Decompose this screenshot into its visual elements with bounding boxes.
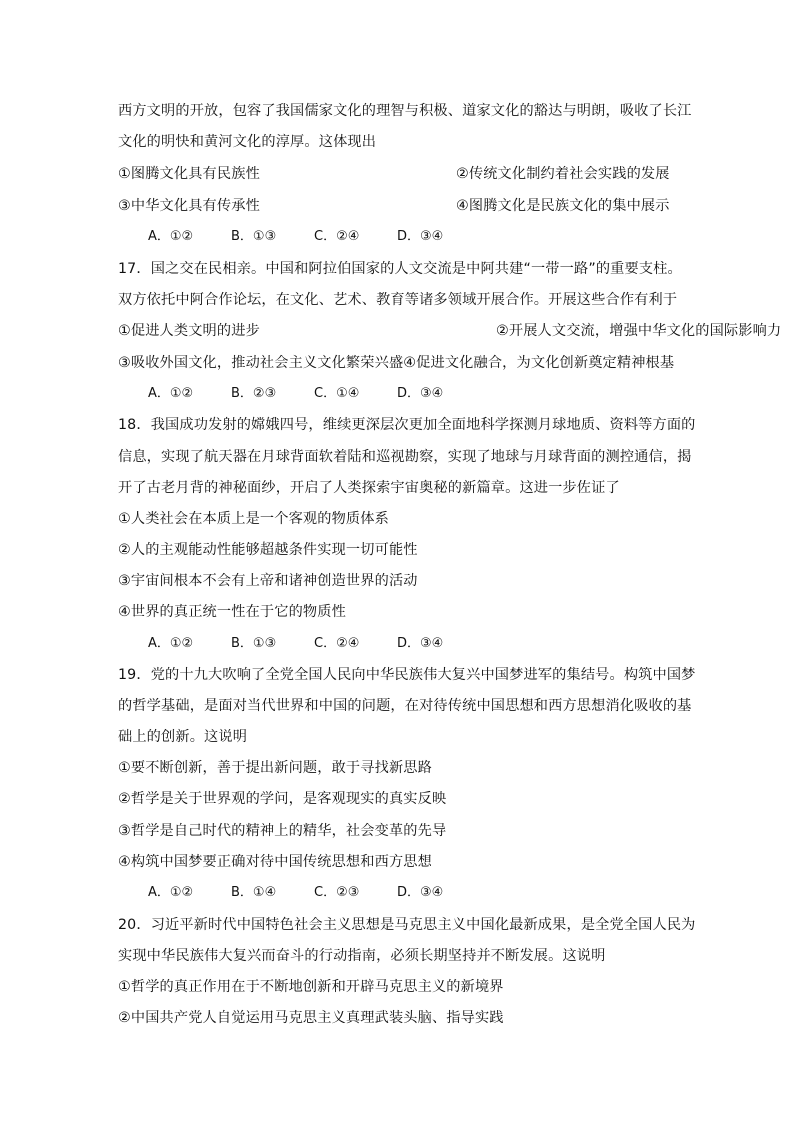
q19-answer-c: C．②③ (314, 885, 360, 900)
q16-option-3: ③中华文化具有传承性 (118, 198, 260, 214)
q18-option-1: ①人类社会在本质上是一个客观的物质体系 (118, 511, 389, 527)
q17-stem-line-2: 双方依托中阿合作论坛，在文化、艺术、教育等诸多领域开展合作。开展这些合作有利于 (118, 292, 678, 308)
q19-option-4: ④构筑中国梦要正确对待中国传统思想和西方思想 (118, 854, 432, 870)
q19-stem-line-1: 19．党的十九大吹响了全党全国人民向中华民族伟大复兴中国梦进军的集结号。构筑中国梦 (118, 667, 696, 683)
q18-answer-a: A．①② (148, 636, 194, 651)
q18-answer-b: B．①③ (231, 636, 277, 651)
q16-answer-choices (148, 227, 480, 247)
q19-option-2: ②哲学是关于世界观的学问，是客观现实的真实反映 (118, 791, 447, 807)
q18-option-2: ②人的主观能动性能够超越条件实现一切可能性 (118, 542, 418, 558)
q17-answer-d: D．③④ (397, 386, 444, 401)
q18-option-3: ③宇宙间根本不会有上帝和诸神创造世界的活动 (118, 573, 418, 589)
q20-stem-line-1: 20．习近平新时代中国特色社会主义思想是马克思主义中国化最新成果，是全党全国人民为 (118, 917, 696, 933)
q16-answer-b: B．①③ (231, 229, 277, 244)
q19-option-1: ①要不断创新，善于提出新问题，敢于寻找新思路 (118, 760, 432, 776)
q16-option-1: ①图腾文化具有民族性 (118, 166, 260, 182)
q20-option-2: ②中国共产党人自觉运用马克思主义真理武装头脑、指导实践 (118, 1010, 504, 1026)
q18-stem-line-3: 开了古老月背的神秘面纱，开启了人类探索宇宙奥秘的新篇章。这进一步佐证了 (118, 480, 620, 496)
q17-option-1: ①促进人类文明的进步 (118, 323, 260, 339)
q16-answer-a: A．①② (148, 229, 194, 244)
q18-stem-line-2: 信息，实现了航天器在月球背面软着陆和巡视勘察，实现了地球与月球背面的测控通信，揭 (118, 449, 692, 465)
q18-option-4: ④世界的真正统一性在于它的物质性 (118, 604, 346, 620)
q16-options-row-1 (118, 164, 670, 184)
q16-continuation-line-1: 西方文明的开放，包容了我国儒家文化的理智与积极、道家文化的豁达与明朗，吸收了长江 (118, 103, 692, 119)
q16-answer-c: C．②④ (314, 229, 360, 244)
q19-option-3: ③哲学是自己时代的精神上的精华，社会变革的先导 (118, 823, 447, 839)
q20-stem-line-2: 实现中华民族伟大复兴而奋斗的行动指南，必须长期坚持并不断发展。这说明 (118, 948, 606, 964)
q16-answer-d: D．③④ (397, 229, 444, 244)
q17-answer-b: B．②③ (231, 386, 277, 401)
q16-option-2: ②传统文化制约着社会实践的发展 (456, 166, 670, 182)
q17-answer-a: A．①② (148, 386, 194, 401)
q18-answer-c: C．②④ (314, 636, 360, 651)
q18-answer-choices (148, 634, 480, 654)
q19-answer-d: D．③④ (397, 885, 444, 900)
q18-answer-d: D．③④ (397, 636, 444, 651)
q17-options-row-2: ③吸收外国文化，推动社会主义文化繁荣兴盛④促进文化融合，为文化创新奠定精神根基 (118, 355, 675, 371)
q20-option-1: ①哲学的真正作用在于不断地创新和开辟马克思主义的新境界 (118, 979, 504, 995)
q16-continuation-line-2: 文化的明快和黄河文化的淳厚。这体现出 (118, 134, 377, 150)
q16-options-row-2 (118, 196, 670, 216)
q17-options-row-1 (118, 321, 782, 341)
q19-stem-line-3: 础上的创新。这说明 (118, 729, 248, 745)
q17-option-2: ②开展人文交流，增强中华文化的国际影响力 (496, 323, 782, 339)
q17-answer-c: C．①④ (314, 386, 360, 401)
q16-option-4: ④图腾文化是民族文化的集中展示 (456, 198, 670, 214)
q19-answer-b: B．①④ (231, 885, 277, 900)
q19-answer-a: A．①② (148, 885, 194, 900)
q17-stem-line-1: 17．国之交在民相亲。中国和阿拉伯国家的人文交流是中阿共建“一带一路”的重要支柱。 (118, 261, 682, 277)
q18-stem-line-1: 18．我国成功发射的嫦娥四号，维续更深层次更加全面地科学探测月球地质、资料等方面的 (118, 417, 696, 433)
q17-answer-choices (148, 384, 480, 404)
q19-answer-choices (148, 883, 480, 903)
q19-stem-line-2: 的哲学基础，是面对当代世界和中国的问题，在对待传统中国思想和西方思想消化吸收的基 (118, 698, 692, 714)
